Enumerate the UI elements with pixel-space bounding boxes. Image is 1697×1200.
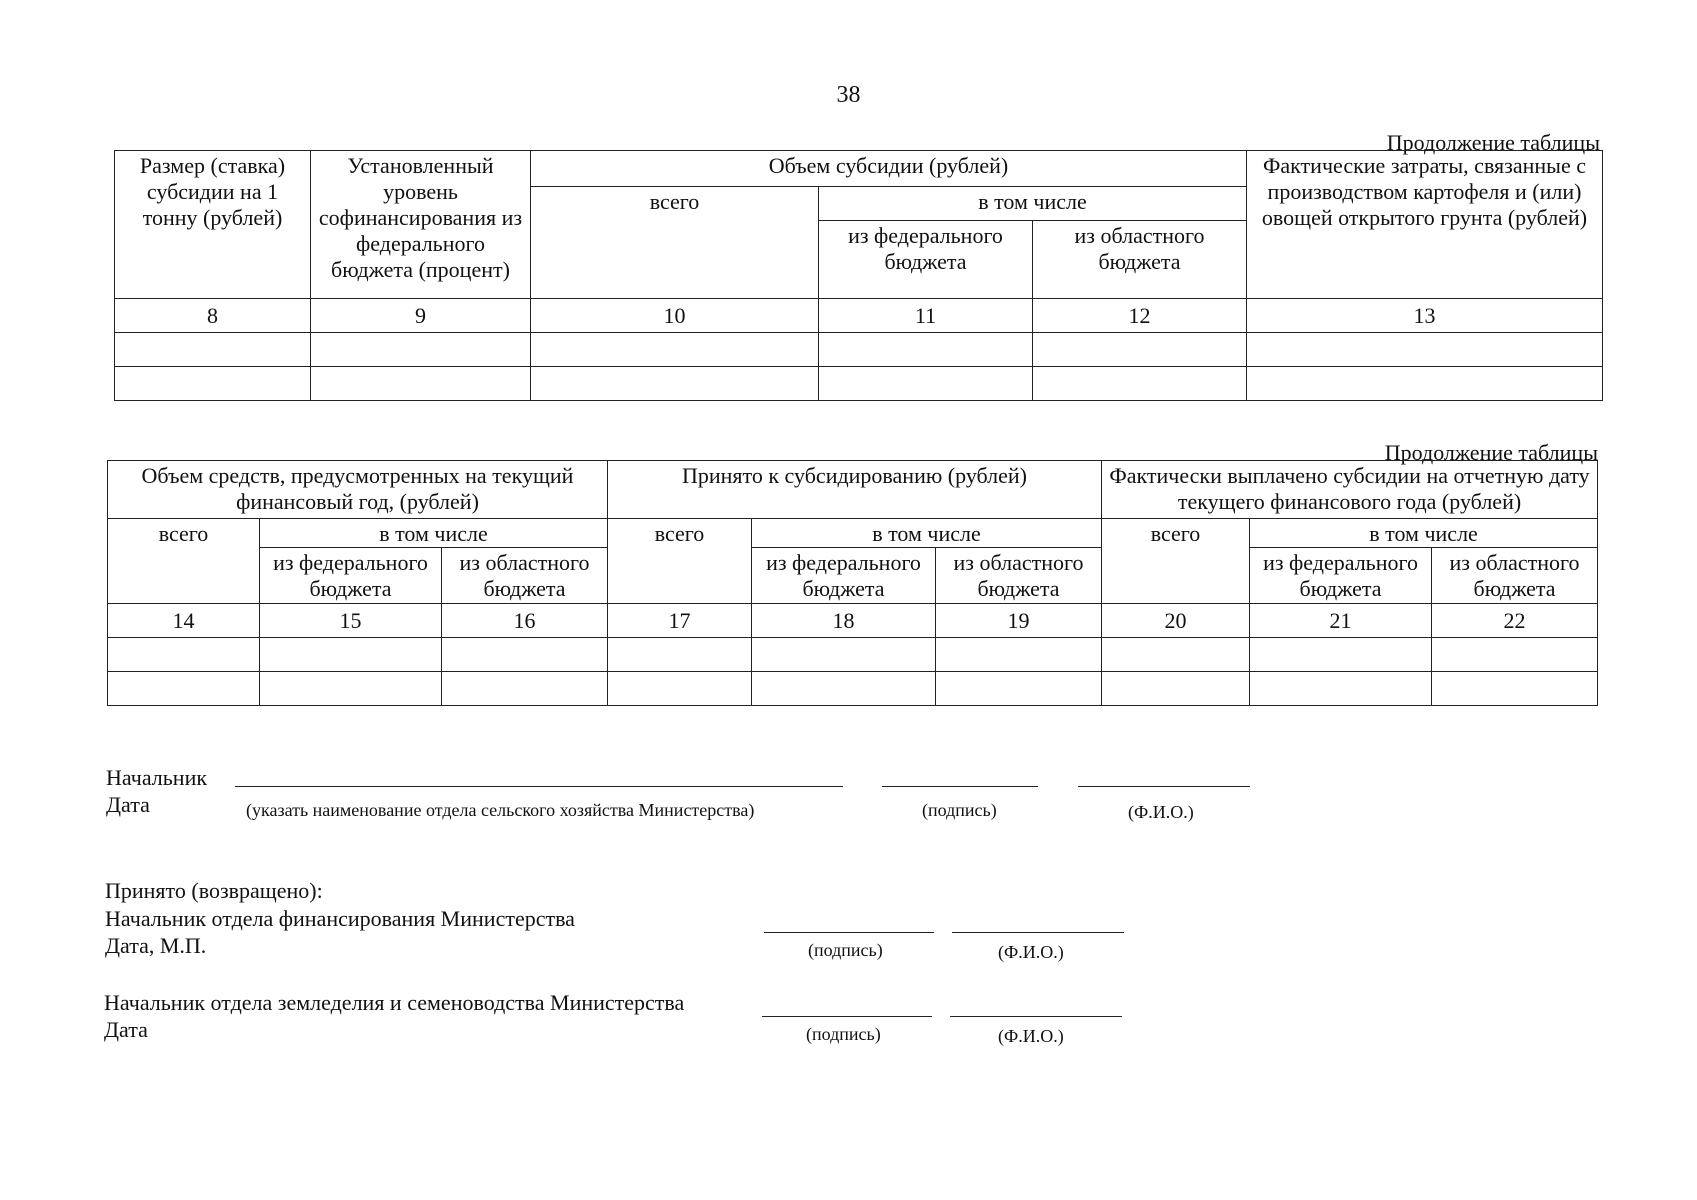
header-including: в том числе [752,519,1102,548]
header-federal: из федерального бюджета [752,548,936,604]
farming-chief-label: Начальник отдела земледелия и семеноводства Министерства [104,990,685,1015]
header-accepted: Принято к субсидированию (рублей) [608,461,1102,519]
col-number: 11 [819,299,1033,333]
header-regional: из областного бюджета [936,548,1102,604]
col-number: 16 [442,604,608,638]
name-hint: (Ф.И.О.) [998,942,1064,962]
name-line [950,990,1122,1017]
subsidy-table-part2 [107,460,1598,706]
header-federal: из федерального бюджета [1250,548,1432,604]
col-number: 17 [608,604,752,638]
header-federal: из федерального бюджета [260,548,442,604]
chief-label: Начальник [106,765,208,790]
header-cofinancing-level: Установленный уровень софинансирования из федерального бюджета (процент) [311,151,531,299]
header-including: в том числе [260,519,608,548]
header-regional: из областного бюджета [1432,548,1598,604]
table-row [108,672,1598,706]
name-hint: (Ф.И.О.) [1128,802,1194,822]
page-number: 38 [836,82,861,108]
date-label: Дата [106,792,150,817]
header-subsidy-volume: Объем субсидии (рублей) [531,151,1247,187]
col-number: 9 [311,299,531,333]
continuation-label-1: Продолжение таблицы [1386,130,1600,155]
col-number: 18 [752,604,936,638]
table-row [115,333,1603,367]
department-line [235,760,843,787]
finance-chief-label: Начальник отдела финансирования Министерства [105,906,575,931]
col-number: 12 [1033,299,1247,333]
col-number: 20 [1102,604,1250,638]
signature-line [764,906,934,933]
table-row [115,367,1603,401]
header-including: в том числе [1250,519,1598,548]
department-hint: (указать наименование отдела сельского хозяйства Министерства) [246,800,755,820]
name-line [1078,760,1250,787]
signature-hint: (подпись) [808,940,883,960]
col-number: 22 [1432,604,1598,638]
subsidy-table-part1 [114,150,1603,401]
date-mp-label: Дата, М.П. [105,933,207,958]
col-number: 15 [260,604,442,638]
name-line [952,906,1124,933]
signature-line [882,760,1038,787]
signature-hint: (подпись) [922,800,997,820]
header-regional: из областного бюджета [442,548,608,604]
header-federal: из федерального бюджета [819,221,1033,299]
date-label: Дата [104,1017,148,1042]
header-paid: Фактически выплачено субсидии на отчетную дату текущего финансового года (рублей) [1102,461,1598,519]
accepted-label: Принято (возвращено): [105,878,323,903]
signature-line [762,990,932,1017]
header-funds: Объем средств, предусмотренных на текущий финансовый год, (рублей) [108,461,608,519]
col-number: 13 [1247,299,1603,333]
header-actual-costs: Фактические затраты, связанные с производством картофеля и (или) овощей открытого грунта (рублей) [1247,151,1603,299]
header-total: всего [1102,519,1250,604]
header-total: всего [108,519,260,604]
header-regional: из областного бюджета [1033,221,1247,299]
col-number: 10 [531,299,819,333]
header-including: в том числе [819,187,1247,221]
col-number: 19 [936,604,1102,638]
signature-hint: (подпись) [806,1024,881,1044]
name-hint: (Ф.И.О.) [998,1026,1064,1046]
continuation-label-2: Продолжение таблицы [1384,440,1598,465]
header-total: всего [608,519,752,604]
table-row [108,638,1598,672]
header-total: всего [531,187,819,299]
col-number: 14 [108,604,260,638]
header-rate: Размер (ставка) субсидии на 1 тонну (рублей) [115,151,311,299]
col-number: 8 [115,299,311,333]
col-number: 21 [1250,604,1432,638]
